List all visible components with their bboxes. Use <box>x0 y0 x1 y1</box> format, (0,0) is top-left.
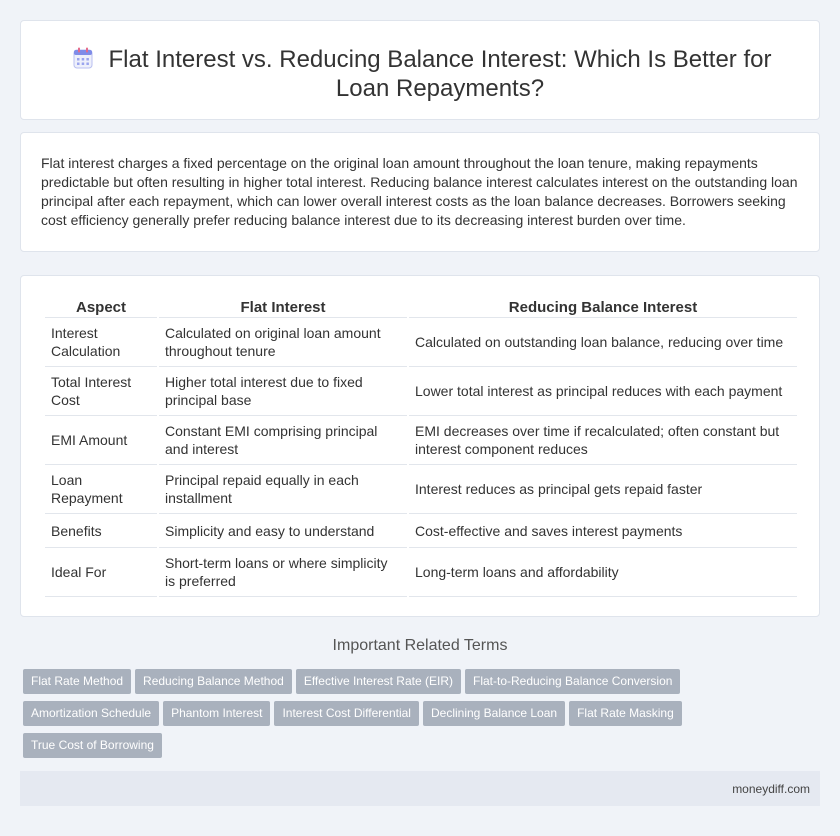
footer-site-link[interactable]: moneydiff.com <box>732 782 810 796</box>
title-card <box>20 20 820 120</box>
row-reducing: Lower total interest as principal reduces with each payment <box>409 367 797 416</box>
row-reducing: Interest reduces as principal gets repaid faster <box>409 465 797 514</box>
header-flat-interest: Flat Interest <box>159 298 407 318</box>
header-aspect: Aspect <box>45 298 157 318</box>
comparison-table-card <box>20 275 820 617</box>
row-flat: Simplicity and easy to understand <box>159 514 407 548</box>
comparison-table <box>43 298 799 597</box>
row-flat: Principal repaid equally in each installment <box>159 465 407 514</box>
page-title: Flat Interest vs. Reducing Balance Interest: Which Is Better for Loan Repayments? <box>108 46 772 102</box>
row-aspect: Total Interest Cost <box>45 367 157 416</box>
row-flat: Calculated on original loan amount throughout tenure <box>159 318 407 367</box>
row-reducing: Calculated on outstanding loan balance, reducing over time <box>409 318 797 367</box>
row-reducing: EMI decreases over time if recalculated; often constant but interest component reduces <box>409 416 797 465</box>
footer <box>20 771 820 806</box>
row-aspect: Interest Calculation <box>45 318 157 367</box>
row-aspect: Benefits <box>45 514 157 548</box>
related-term-tag[interactable]: Declining Balance Loan <box>423 701 565 726</box>
row-aspect: Loan Repayment <box>45 465 157 514</box>
header-reducing-balance: Reducing Balance Interest <box>409 298 797 318</box>
related-term-tag[interactable]: Effective Interest Rate (EIR) <box>296 669 461 694</box>
row-aspect: EMI Amount <box>45 416 157 465</box>
related-term-tag[interactable]: Flat Rate Method <box>23 669 131 694</box>
table-row <box>45 416 797 465</box>
related-term-tag[interactable]: Reducing Balance Method <box>135 669 292 694</box>
related-term-tag[interactable]: Flat-to-Reducing Balance Conversion <box>465 669 680 694</box>
table-row <box>45 514 797 548</box>
related-term-tag[interactable]: Interest Cost Differential <box>274 701 419 726</box>
table-row <box>45 367 797 416</box>
row-aspect: Ideal For <box>45 548 157 597</box>
table-row <box>45 318 797 367</box>
related-term-tag[interactable]: True Cost of Borrowing <box>23 733 162 758</box>
related-term-tag[interactable]: Amortization Schedule <box>23 701 159 726</box>
row-flat: Short-term loans or where simplicity is preferred <box>159 548 407 597</box>
row-flat: Higher total interest due to fixed principal base <box>159 367 407 416</box>
related-term-tag[interactable]: Flat Rate Masking <box>569 701 682 726</box>
row-reducing: Cost-effective and saves interest payments <box>409 514 797 548</box>
table-row <box>45 465 797 514</box>
row-flat: Constant EMI comprising principal and interest <box>159 416 407 465</box>
table-row <box>45 548 797 597</box>
related-term-tag[interactable]: Phantom Interest <box>163 701 270 726</box>
summary-text: Flat interest charges a fixed percentage on the original loan amount throughout the loan tenure, making repayments predictable but often resulting in higher total interest. Reducing balance interest calculates interest on the outstanding loan principal after each repayment, which can lower overall interest costs as the loan balance decreases. Borrowers seeking cost efficiency generally prefer reducing balance interest due to its decreasing interest burden over time. <box>41 155 798 228</box>
summary-card <box>20 132 820 252</box>
table-header-row <box>45 298 797 318</box>
related-terms-list <box>23 669 723 765</box>
related-terms-title: Important Related Terms <box>332 637 508 654</box>
row-reducing: Long-term loans and affordability <box>409 548 797 597</box>
